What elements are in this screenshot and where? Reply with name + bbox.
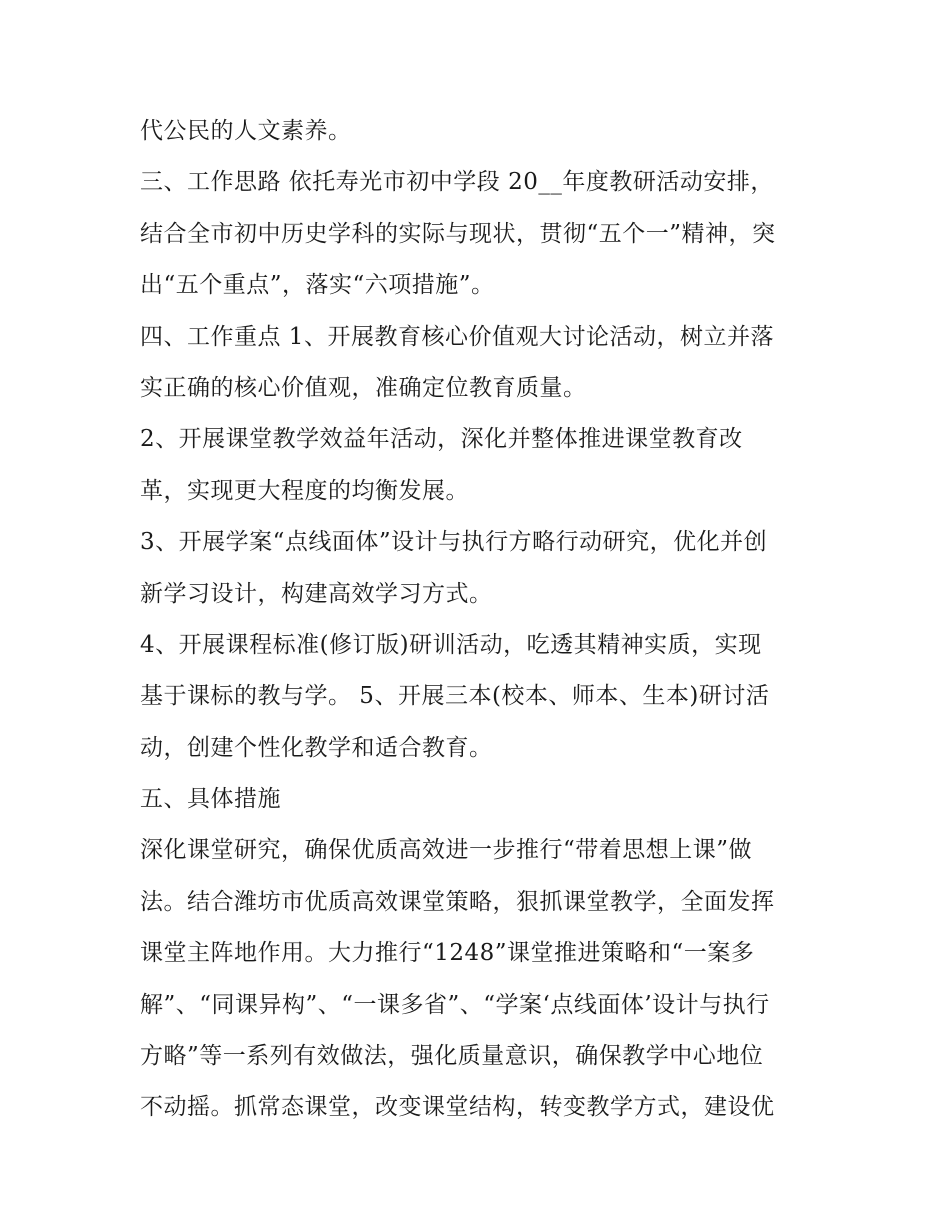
text-line: 3、开展学案“点线面体”设计与执行方略行动研究，优化并创 — [140, 529, 768, 556]
text-line: 三、工作思路 依托寿光市初中学段 20__年度教研活动安排， — [140, 169, 774, 196]
text-line: 课堂主阵地作用。大力推行“1248”课堂推进策略和“一案多 — [140, 940, 755, 967]
text-line: 2、开展课堂教学效益年活动，深化并整体推进课堂教育改 — [140, 426, 743, 453]
text-line: 结合全市初中历史学科的实际与现状，贯彻“五个一”精神，突 — [140, 220, 776, 247]
text-line: 革，实现更大程度的均衡发展。 — [140, 477, 469, 504]
text-line: 法。结合潍坊市优质高效课堂策略，狠抓课堂教学，全面发挥 — [140, 888, 775, 915]
document-body — [140, 106, 820, 1134]
text-line: 新学习设计，构建高效学习方式。 — [140, 580, 493, 607]
text-line: 4、开展课程标准(修订版)研训活动，吃透其精神实质，实现 — [140, 631, 762, 658]
text-line: 解”、“同课异构”、“一课多省”、“学案‘点线面体’设计与执行 — [140, 991, 770, 1018]
text-line: 方略”等一系列有效做法，强化质量意识，确保教学中心地位 — [140, 1043, 764, 1070]
text-line: 不动摇。抓常态课堂，改变课堂结构，转变教学方式，建设优 — [140, 1094, 775, 1121]
text-line: 动，创建个性化教学和适合教育。 — [140, 734, 493, 761]
text-line: 四、工作重点 1、开展教育核心价值观大讨论活动，树立并落 — [140, 323, 774, 350]
section-heading: 五、具体措施 — [140, 786, 281, 813]
text-line: 基于课标的教与学。 5、开展三本(校本、师本、生本)研讨活 — [140, 683, 770, 710]
text-line: 代公民的人文素养。 — [140, 118, 352, 144]
text-line: 实正确的核心价值观，准确定位教育质量。 — [140, 374, 587, 401]
text-line: 出“五个重点”，落实“六项措施”。 — [140, 272, 495, 299]
text-line: 深化课堂研究，确保优质高效进一步推行“带着思想上课”做 — [140, 837, 753, 864]
